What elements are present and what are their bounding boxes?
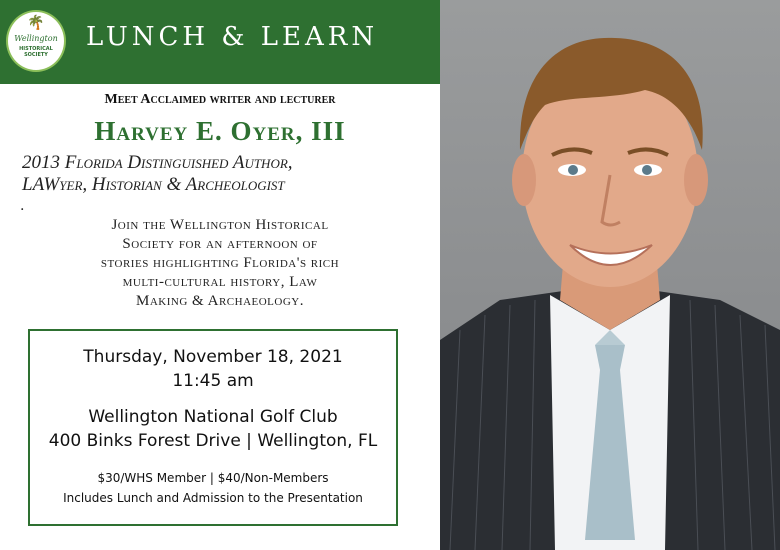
speaker-credentials — [22, 152, 432, 196]
intro-line: Meet Acclaimed writer and lecturer — [104, 92, 336, 107]
description-line: Making & Archaeology. — [136, 293, 304, 309]
event-price: $30/WHS Member | $40/Non-Members — [97, 471, 329, 485]
event-address: 400 Binks Forest Drive | Wellington, FL — [48, 431, 378, 451]
logo-name: Wellington — [14, 34, 58, 43]
description-line: Society for an afternoon of — [122, 236, 318, 252]
flyer-header — [0, 0, 440, 84]
speaker-name: Harvey E. Oyer, III — [94, 116, 346, 146]
credentials-line-2: LAWyer, Historian & Archeologist — [22, 174, 285, 195]
stray-dot: . — [20, 198, 25, 214]
event-details-box — [28, 329, 398, 526]
event-venue: Wellington National Golf Club — [88, 407, 338, 427]
credentials-line-1: 2013 Florida Distinguished Author, — [22, 152, 293, 173]
speaker-portrait — [440, 0, 780, 550]
description-line: multi-cultural history, Law — [122, 274, 318, 290]
event-time: 11:45 am — [172, 371, 254, 391]
event-description — [40, 216, 400, 311]
society-logo — [6, 10, 66, 72]
portrait-illustration — [440, 0, 780, 550]
palm-tree-icon: 🌴 — [27, 15, 45, 31]
description-line: stories highlighting Florida's rich — [100, 255, 340, 271]
logo-subtext: HISTORICAL SOCIETY — [19, 46, 53, 58]
event-includes: Includes Lunch and Admission to the Presentation — [63, 491, 363, 505]
description-line: Join the Wellington Historical — [111, 217, 329, 233]
event-date: Thursday, November 18, 2021 — [83, 347, 343, 367]
event-title: LUNCH & LEARN — [86, 22, 379, 52]
